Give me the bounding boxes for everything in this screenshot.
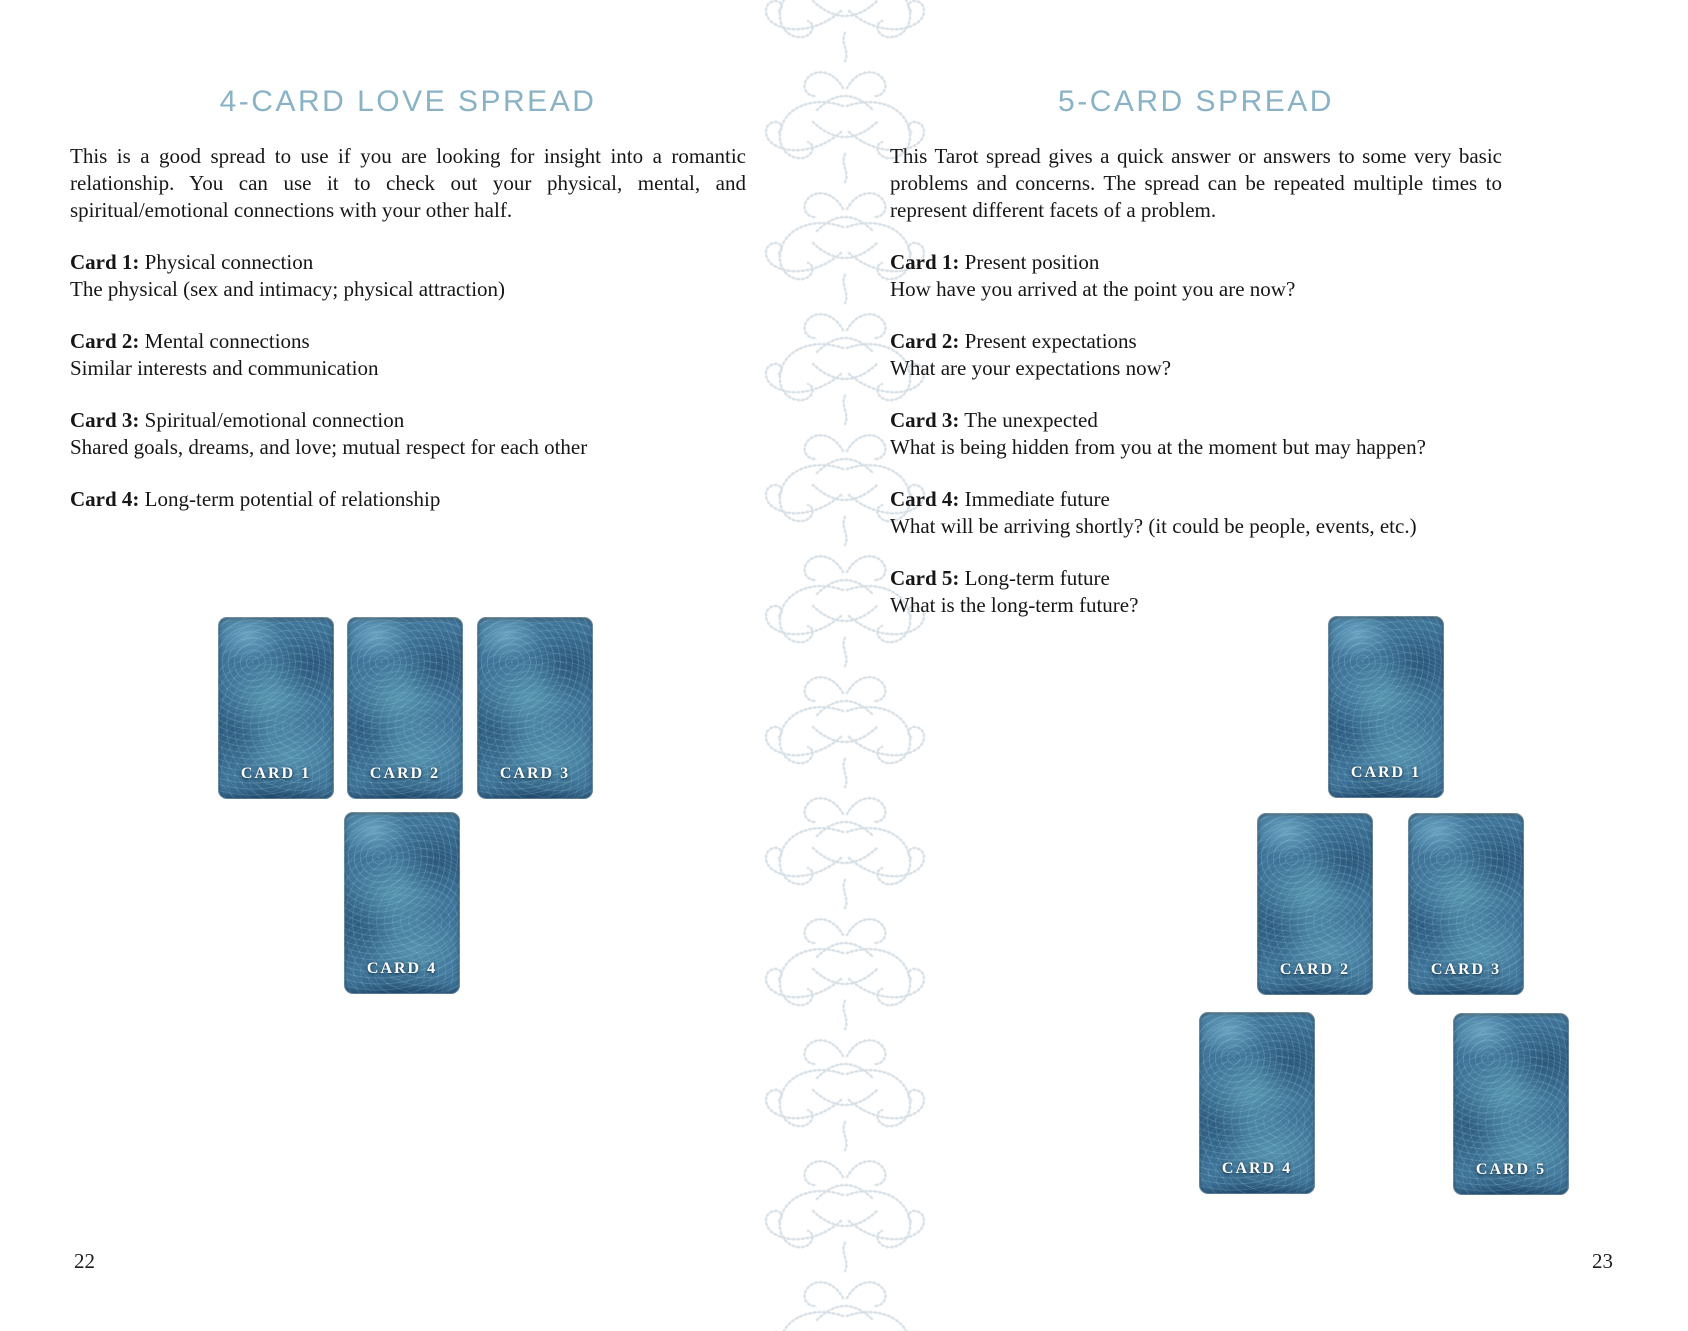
card-entry	[890, 565, 1502, 619]
right-page	[890, 0, 1502, 619]
entry-title: Spiritual/emotional connection	[144, 408, 405, 432]
left-page	[70, 0, 746, 513]
tarot-card-back	[344, 812, 460, 994]
tarot-card-back	[1453, 1013, 1569, 1195]
entry-label: Card 3:	[890, 408, 960, 432]
entry-desc: What is the long-term future?	[890, 593, 1139, 617]
card-entry	[70, 249, 746, 303]
card-entry	[70, 328, 746, 382]
entry-title: Present position	[964, 250, 1100, 274]
left-intro-paragraph: This is a good spread to use if you are looking for insight into a romantic relationship. You can use it to check out your physical, mental, and spiritual/emotional connections with your other half.	[70, 144, 746, 222]
tarot-card-back	[1199, 1012, 1315, 1194]
entry-title: The unexpected	[964, 408, 1098, 432]
tarot-card-label: CARD 5	[1475, 1161, 1547, 1178]
entry-label: Card 4:	[70, 487, 140, 511]
entry-desc: How have you arrived at the point you are now?	[890, 277, 1296, 301]
tarot-card-back	[1408, 813, 1524, 995]
entry-label: Card 1:	[70, 250, 140, 274]
page-number-left: 22	[74, 1249, 95, 1273]
entry-label: Card 5:	[890, 566, 960, 590]
tarot-card-back	[1328, 616, 1444, 798]
right-intro-paragraph: This Tarot spread gives a quick answer or answers to some very basic problems and concerns. The spread can be repeated multiple times to represent different facets of a problem.	[890, 144, 1502, 222]
tarot-card-back	[477, 617, 593, 799]
tarot-card-label: CARD 3	[1430, 961, 1502, 978]
tarot-card-label: CARD 1	[1350, 764, 1422, 781]
entry-title: Long-term potential of relationship	[144, 487, 441, 511]
entry-label: Card 3:	[70, 408, 140, 432]
tarot-card-label: CARD 1	[240, 765, 312, 782]
card-entry	[890, 486, 1502, 540]
card-entry	[70, 407, 746, 461]
tarot-card-label: CARD 2	[369, 765, 441, 782]
entry-label: Card 4:	[890, 487, 960, 511]
tarot-card-back	[218, 617, 334, 799]
tarot-card-label: CARD 2	[1279, 961, 1351, 978]
left-page-title: 4-CARD LOVE SPREAD	[219, 85, 597, 118]
entry-desc: Shared goals, dreams, and love; mutual respect for each other	[70, 435, 588, 459]
entry-desc: The physical (sex and intimacy; physical attraction)	[70, 277, 506, 301]
entry-desc: What is being hidden from you at the moment but may happen?	[890, 435, 1426, 459]
entry-title: Physical connection	[144, 250, 314, 274]
right-page-title: 5-CARD SPREAD	[1058, 85, 1334, 118]
entry-desc: What are your expectations now?	[890, 356, 1172, 380]
entry-label: Card 2:	[70, 329, 140, 353]
entry-title: Long-term future	[964, 566, 1110, 590]
entry-title: Mental connections	[144, 329, 310, 353]
entry-title: Immediate future	[964, 487, 1110, 511]
card-entry	[70, 486, 746, 513]
tarot-card-label: CARD 4	[1221, 1160, 1293, 1177]
tarot-card-label: CARD 4	[366, 960, 438, 977]
entry-desc: What will be arriving shortly? (it could be people, events, etc.)	[890, 514, 1417, 538]
entry-desc: Similar interests and communication	[70, 356, 379, 380]
entry-label: Card 1:	[890, 250, 960, 274]
tarot-card-back	[347, 617, 463, 799]
page-number-right: 23	[1592, 1249, 1613, 1273]
entry-label: Card 2:	[890, 329, 960, 353]
tarot-card-label: CARD 3	[499, 765, 571, 782]
entry-title: Present expectations	[964, 329, 1137, 353]
card-entry	[890, 249, 1502, 303]
card-entry	[890, 407, 1502, 461]
card-entry	[890, 328, 1502, 382]
tarot-card-back	[1257, 813, 1373, 995]
